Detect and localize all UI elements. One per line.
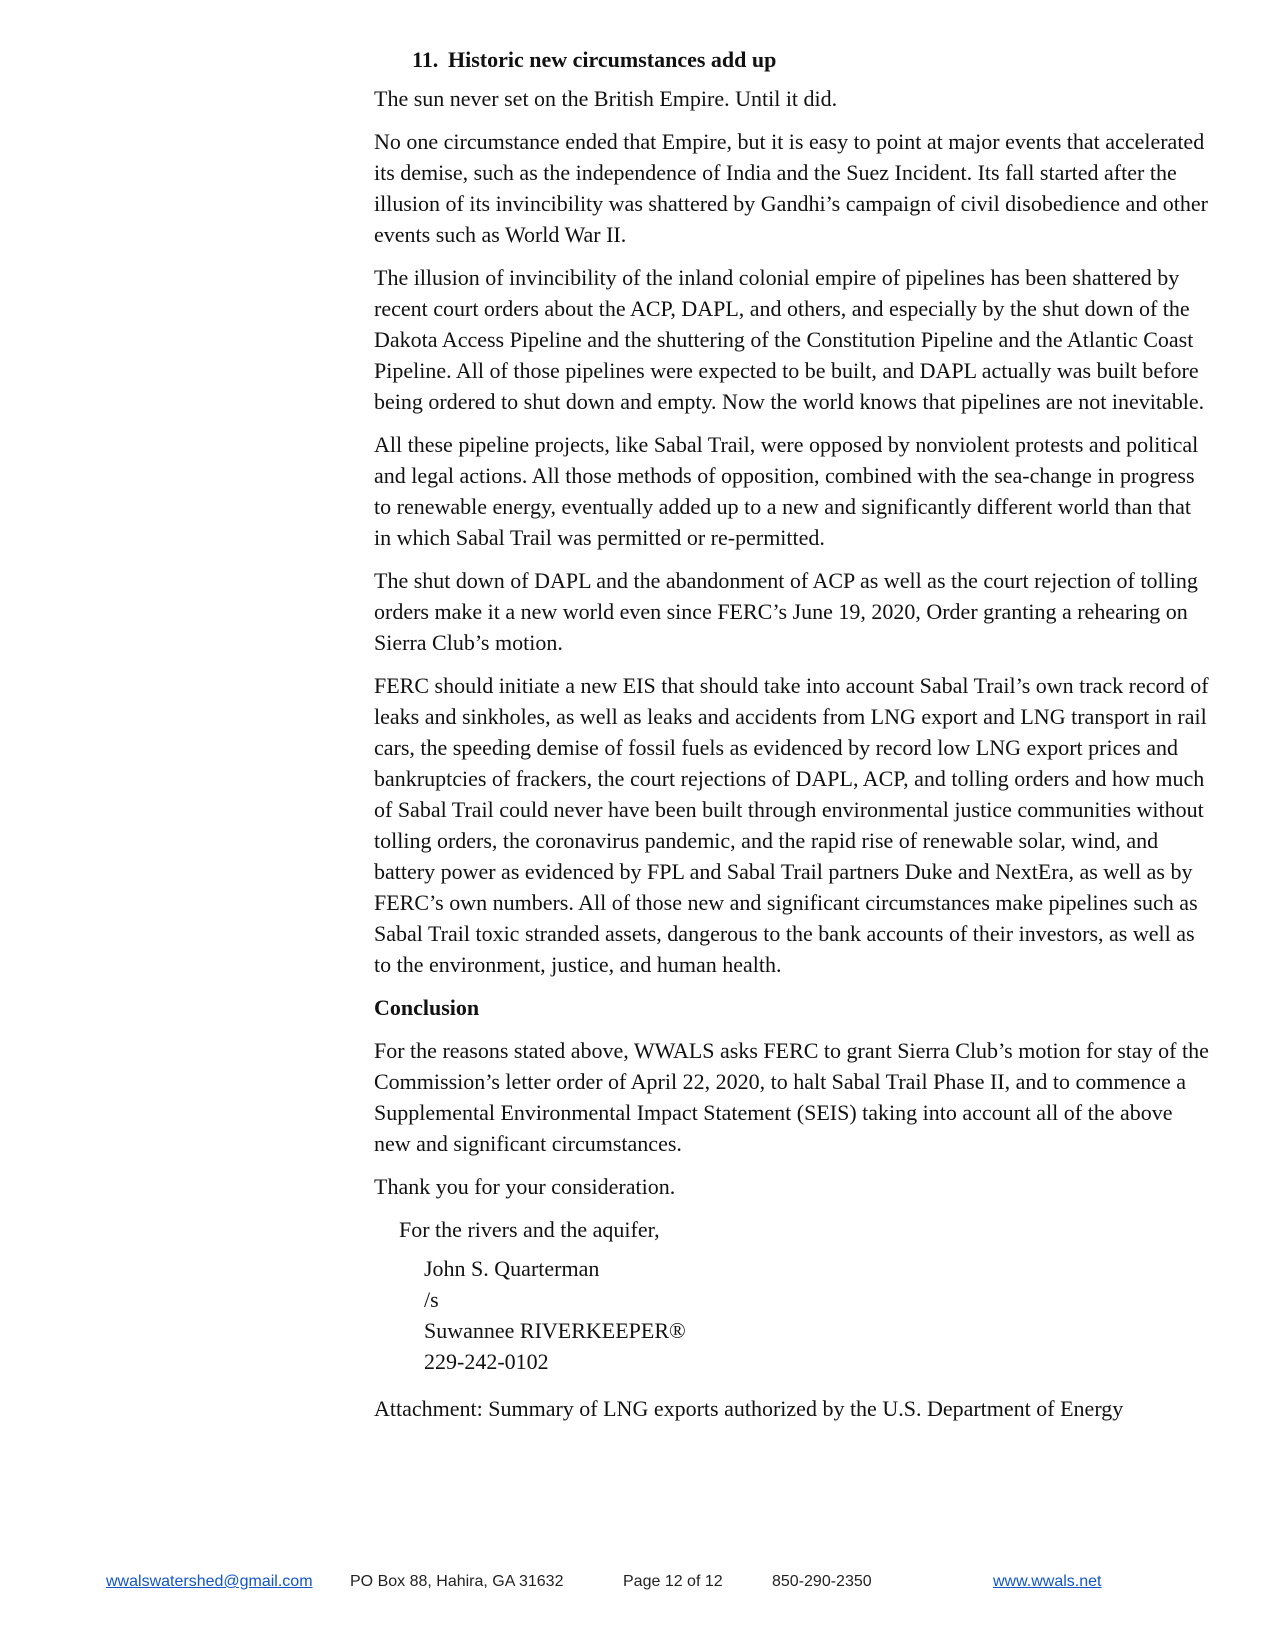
page-footer xyxy=(0,1573,1275,1595)
document-body xyxy=(374,44,1210,1436)
footer-email-link[interactable]: wwalswatershed@gmail.com xyxy=(106,1573,313,1590)
section-number: 11. xyxy=(412,47,439,72)
paragraph: No one circumstance ended that Empire, but it is easy to point at major events that accelerated its demise, such as the independence of India and the Suez Incident. Its fall started after the illusion of its invincibility was shattered by Gandhi’s campaign of civil disobedience and other events such as World War II. xyxy=(374,129,1208,247)
thanks-line: Thank you for your consideration. xyxy=(374,1174,676,1199)
signature-mark: /s xyxy=(424,1287,439,1312)
section-heading xyxy=(412,44,1210,75)
signer-name: John S. Quarterman xyxy=(424,1256,600,1281)
conclusion-heading: Conclusion xyxy=(374,995,480,1020)
paragraph: The illusion of invincibility of the inland colonial empire of pipelines has been shattered by recent court orders about the ACP, DAPL, and others, and especially by the shut down of the Dakota Access Pipeline and the shuttering of the Constitution Pipeline and the Atlantic Coast Pipeline. All of those pipelines were expected to be built, and DAPL actually was built before being ordered to shut down and empty. Now the world knows that pipelines are not inevitable. xyxy=(374,265,1205,414)
attachment-line: Attachment: Summary of LNG exports authorized by the U.S. Department of Energy xyxy=(374,1396,1124,1421)
paragraph: All these pipeline projects, like Sabal Trail, were opposed by nonviolent protests and political and legal actions. All those methods of opposition, combined with the sea-change in progress to renewable energy, eventually added up to a new and significantly different world than that in which Sabal Trail was permitted or re-permitted. xyxy=(374,432,1199,550)
footer-address: PO Box 88, Hahira, GA 31632 xyxy=(350,1573,564,1590)
signer-title: Suwannee RIVERKEEPER® xyxy=(424,1318,686,1343)
paragraph: FERC should initiate a new EIS that should take into account Sabal Trail’s own track record of leaks and sinkholes, as well as leaks and accidents from LNG export and LNG transport in rail cars, the speeding demise of fossil fuels as evidenced by record low LNG export prices and bankruptcies of frackers, the court rejections of DAPL, ACP, and tolling orders and how much of Sabal Trail could never have been built through environmental justice communities without tolling orders, the coronavirus pandemic, and the rapid rise of renewable solar, wind, and battery power as evidenced by FPL and Sabal Trail partners Duke and NextEra, as well as by FERC’s own numbers. All of those new and significant circumstances make pipelines such as Sabal Trail toxic stranded assets, dangerous to the bank accounts of their investors, as well as to the environment, justice, and human health. xyxy=(374,673,1209,977)
footer-page-number: Page 12 of 12 xyxy=(623,1573,723,1590)
paragraph: The sun never set on the British Empire. Until it did. xyxy=(374,86,838,111)
conclusion-paragraph: For the reasons stated above, WWALS asks FERC to grant Sierra Club’s motion for stay of the Commission’s letter order of April 22, 2020, to halt Sabal Trail Phase II, and to commence a Supplemental Environmental Impact Statement (SEIS) taking into account all of the above new and significant circumstances. xyxy=(374,1038,1209,1156)
footer-website-link[interactable]: www.wwals.net xyxy=(993,1573,1102,1590)
section-title: Historic new circumstances add up xyxy=(448,47,777,72)
paragraph: The shut down of DAPL and the abandonment of ACP as well as the court rejection of tolling orders make it a new world even since FERC’s June 19, 2020, Order granting a rehearing on Sierra Club’s motion. xyxy=(374,568,1198,655)
signer-phone: 229-242-0102 xyxy=(424,1349,549,1374)
signature-block xyxy=(424,1253,1210,1377)
closing-line: For the rivers and the aquifer, xyxy=(399,1217,660,1242)
footer-phone: 850-290-2350 xyxy=(772,1573,872,1590)
